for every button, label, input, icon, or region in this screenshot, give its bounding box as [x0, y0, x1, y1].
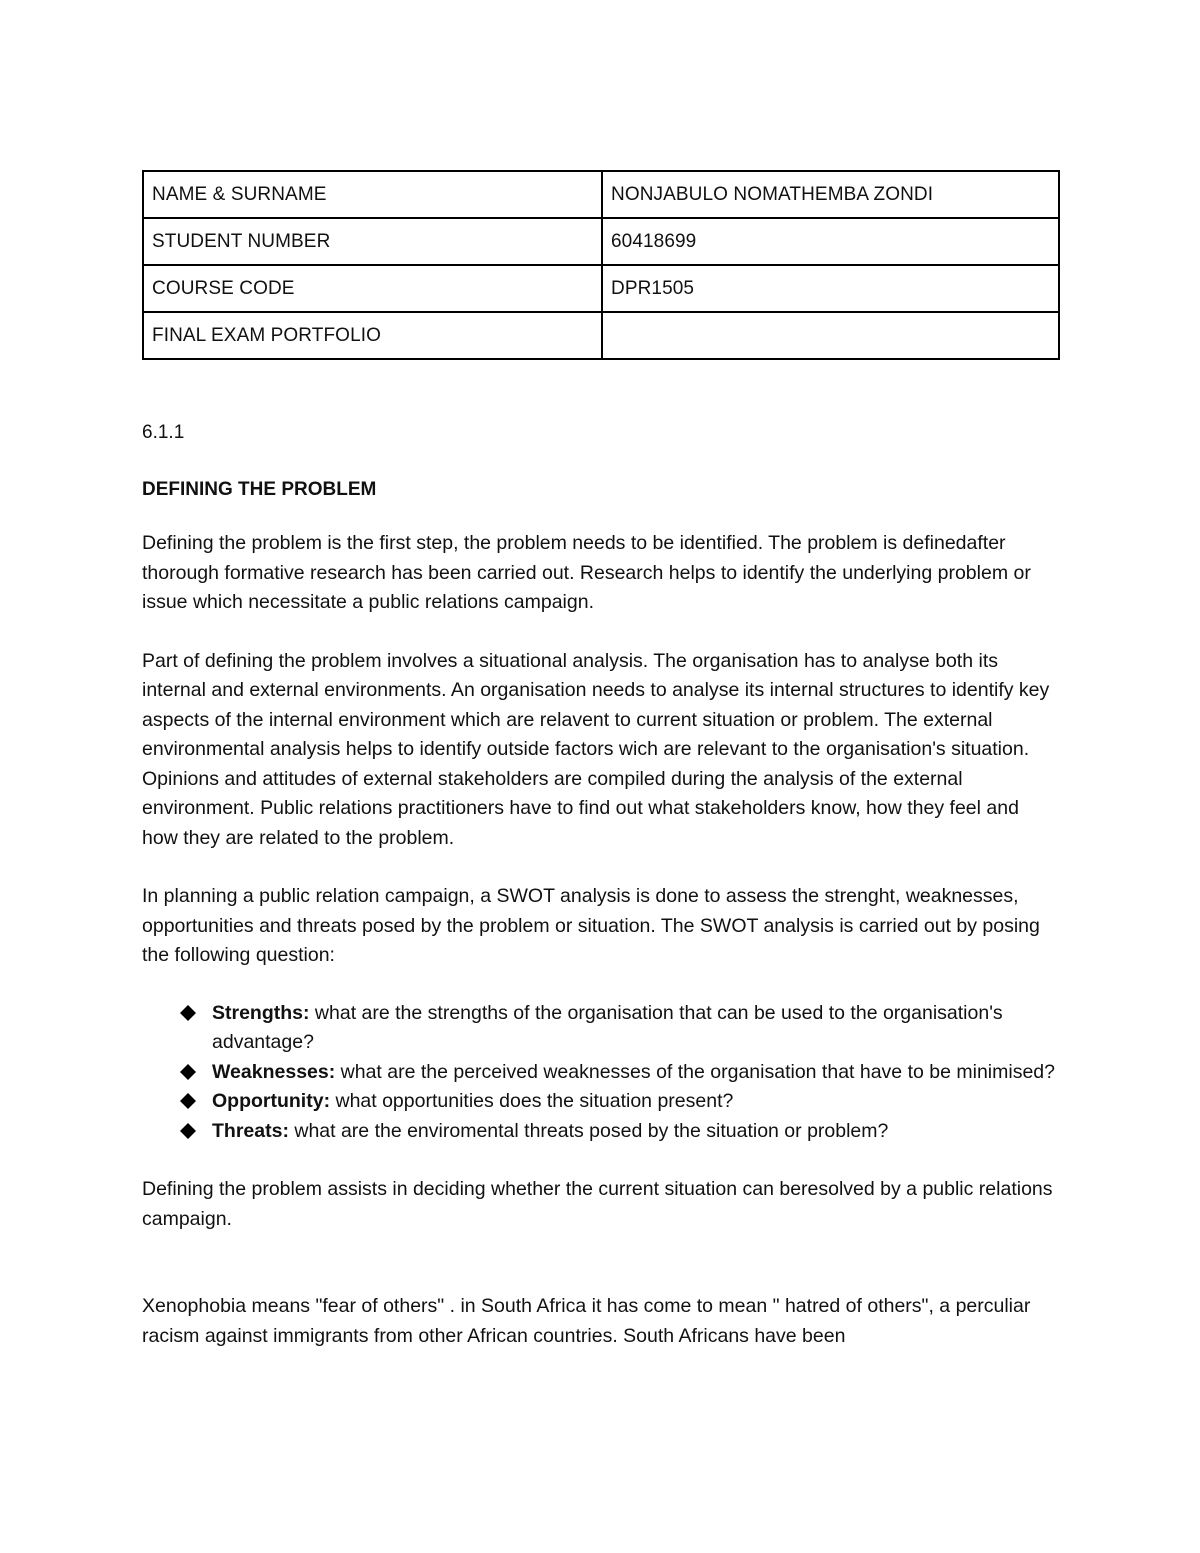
- course-code-label: COURSE CODE: [143, 265, 602, 312]
- table-row: [143, 218, 1059, 265]
- paragraph-xenophobia: Xenophobia means "fear of others" . in South Africa it has come to mean " hatred of others", a perculiar racism against immigrants from other African countries. South Africans have been: [142, 1295, 1031, 1347]
- table-row: [143, 312, 1059, 359]
- name-value: NONJABULO NOMATHEMBA ZONDI: [602, 171, 1059, 218]
- swot-list: [142, 999, 1060, 1147]
- course-code-value: DPR1505: [602, 265, 1059, 312]
- list-item: [142, 999, 1060, 1058]
- swot-text: what are the strengths of the organisation that can be used to the organisation's advantage?: [212, 1001, 1003, 1053]
- student-number-value: 60418699: [602, 218, 1059, 265]
- diamond-bullet-icon: [180, 1064, 196, 1080]
- portfolio-value: [602, 312, 1059, 359]
- swot-term: Strengths:: [212, 1001, 310, 1024]
- swot-text: what opportunities does the situation present?: [330, 1090, 734, 1112]
- swot-term: Opportunity:: [212, 1090, 331, 1112]
- diamond-bullet-icon: [180, 1123, 196, 1139]
- document-page: [142, 170, 1060, 1351]
- section-number: 6.1.1: [142, 422, 185, 443]
- list-item: [142, 1117, 1060, 1147]
- list-item: [142, 1058, 1060, 1088]
- portfolio-label: FINAL EXAM PORTFOLIO: [143, 312, 602, 359]
- diamond-bullet-icon: [180, 1093, 196, 1109]
- table-row: [143, 171, 1059, 218]
- swot-term: Threats:: [212, 1119, 289, 1142]
- paragraph-definition: Defining the problem is the first step, the problem needs to be identified. The problem is definedafter thorough formative research has been carried out. Research helps to identify the underlying problem or issue which necessitate a public relations campaign.: [142, 532, 1031, 613]
- diamond-bullet-icon: [180, 1005, 196, 1021]
- student-info-table: [142, 170, 1060, 360]
- paragraph-situational-analysis: Part of defining the problem involves a situational analysis. The organisation has to analyse both its internal and external environments. An organisation needs to analyse its internal structures to identify key aspects of the internal environment which are relavent to current situation or problem. The external environmental analysis helps to identify outside factors wich are relevant to the organisation's situation. Opinions and attitudes of external stakeholders are compiled during the analysis of the external environment. Public relations practitioners have to find out what stakeholders know, how they feel and how they are related to the problem.: [142, 649, 1050, 849]
- section-title: DEFINING THE PROBLEM: [142, 479, 377, 500]
- list-item: [142, 1087, 1060, 1117]
- swot-text: what are the enviromental threats posed by the situation or problem?: [288, 1119, 889, 1142]
- swot-text: what are the perceived weaknesses of the organisation that have to be minimised?: [335, 1060, 1055, 1083]
- swot-term: Weaknesses:: [212, 1060, 336, 1083]
- paragraph-conclusion: Defining the problem assists in deciding whether the current situation can beresolved by a public relations campaign.: [142, 1178, 1053, 1230]
- student-number-label: STUDENT NUMBER: [143, 218, 602, 265]
- paragraph-swot-intro: In planning a public relation campaign, a SWOT analysis is done to assess the strenght, weaknesses, opportunities and threats posed by the problem or situation. The SWOT analysis is carried out by posing the following question:: [142, 885, 1040, 966]
- name-label: NAME & SURNAME: [143, 171, 602, 218]
- table-row: [143, 265, 1059, 312]
